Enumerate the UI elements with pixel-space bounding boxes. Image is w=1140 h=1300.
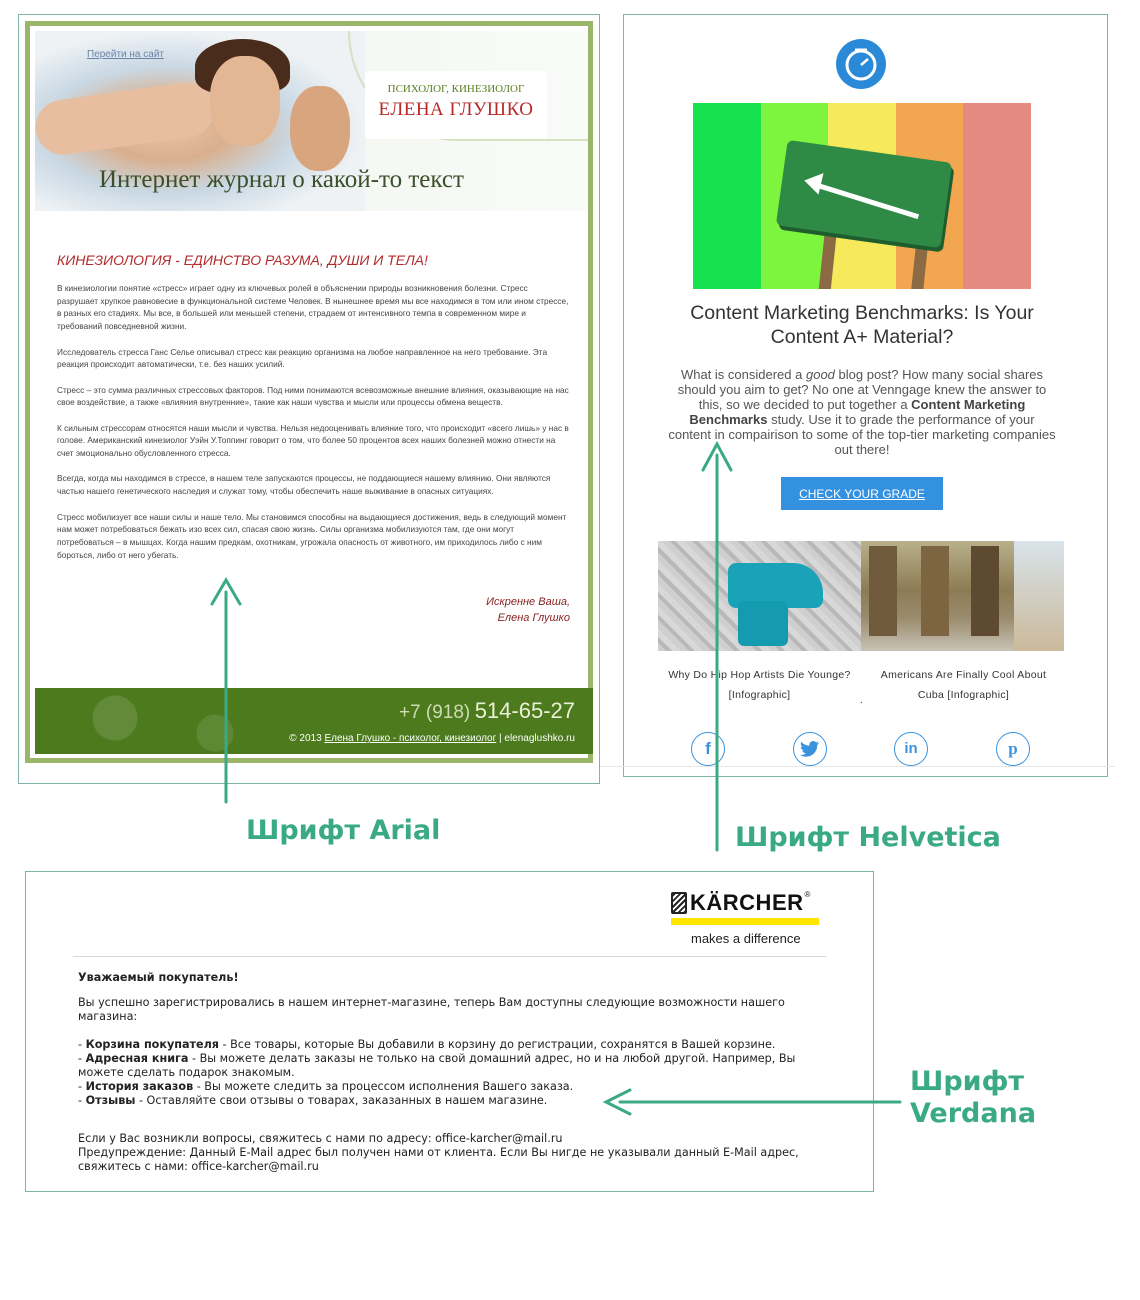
brand-name: KÄRCHER	[690, 890, 804, 915]
caption-line: Cuba [Infographic]	[917, 689, 1010, 701]
label-verdana-line2: Verdana	[910, 1098, 1037, 1129]
phone-prefix: +7 (918)	[398, 702, 471, 723]
paragraph: К сильным стрессорам относятся наши мысли и чувства. Нельзя недооценивать влияние того, что происходит «всего лишь» у нас в голове. Американский кинезиолог Уэйн У.Топпинг говорит о том, что более 50 процентов всех наших болезней можно отнести на счет эмоционально обусловленного стресса.	[57, 422, 569, 459]
registered-mark: ®	[804, 890, 811, 899]
name-subtitle: ПСИХОЛОГ, КИНЕЗИОЛОГ	[387, 83, 525, 95]
label-arial: Шрифт Arial	[246, 815, 441, 846]
signature-line: Искренне Ваша,	[486, 596, 570, 608]
desc-text: What is considered a	[680, 367, 806, 382]
feature-title: История заказов	[85, 1080, 194, 1093]
greeting: Уважаемый покупатель!	[78, 971, 239, 984]
feature-item: - Корзина покупателя - Все товары, которые Вы добавили в корзину до регистрации, сохранятся в Вашей корзине.	[78, 1038, 776, 1051]
paragraph: Исследователь стресса Ганс Селье описывал стресс как реакцию организма на любое направленное на него требование. Эта реакция происходит автоматически, т.е. без наших усилий.	[57, 346, 548, 370]
desc-emphasis: good	[805, 367, 835, 382]
article-heading: КИНЕЗИОЛОГИЯ - ЕДИНСТВО РАЗУМА, ДУШИ И ТЕЛА!	[57, 252, 428, 268]
label-helvetica: Шрифт Helvetica	[735, 822, 1001, 853]
feature-item: - Адресная книга - Вы можете делать заказы не только на свой домашний адрес, но и на любой другой. Например, Вы можете сделать подарок знакомым.	[78, 1052, 796, 1079]
caption-line: Why Do Hip Hop Artists Die Younge?	[668, 669, 851, 681]
pinterest-icon[interactable]: p	[996, 732, 1030, 766]
journal-title: Интернет журнал о какой-то текст	[99, 166, 464, 193]
desc-bold: Content Marketing Benchmarks	[689, 397, 1026, 427]
brand-tagline: makes a difference	[691, 931, 801, 946]
caption-line: [Infographic]	[728, 689, 791, 701]
copyright-suffix: | elenaglushko.ru	[496, 733, 575, 744]
paragraph: Стресс мобилизует все наши силы и наше тело. Мы становимся способны на выдающиеся достижения, ведь в следующий момент нам может потребоваться бежать изо всех сил, спасая свою жизнь. Силы организма мобилизуются там, где они могут потребоваться – в мышцах. Когда нашим предкам, охотникам, угрожала опасность от животного, им приходилось либо с ним бороться, либо от него убегать.	[57, 511, 567, 560]
feature-title: Корзина покупателя	[85, 1038, 219, 1051]
label-verdana	[910, 1066, 1036, 1130]
feature-text: - Все товары, которые Вы добавили в корзину до регистрации, сохранятся в Вашей корзине.	[218, 1038, 776, 1051]
copyright-link[interactable]: Елена Глушко - психолог, кинезиолог	[324, 733, 497, 744]
paragraph: Всегда, когда мы находимся в стрессе, в нашем теле запускаются процессы, не поддающиеся нашему влиянию. Они являются частью нашего генетического наследия и служат тому, чтобы обеспечить наше выживание в опасных ситуациях.	[57, 473, 551, 497]
copyright-prefix: © 2013	[289, 733, 325, 744]
caption-line: Americans Are Finally Cool About	[880, 669, 1047, 681]
paragraph: Стресс – это сумма различных стрессовых факторов. Под ними понимаются всевозможные внешние влияния, оказывающие на нас свое воздействие, а также «влияния внутренние», такие как наши чувства и мысли или процессы обмена веществ.	[57, 384, 569, 408]
linkedin-icon[interactable]: in	[894, 732, 928, 766]
caption-dot: .	[860, 695, 863, 706]
desc-text: study. Use it to grade the performance of your content in compairison to some of the top-tier marketing companies out there!	[668, 412, 1056, 457]
paragraph: В кинезиологии понятие «стресс» играет одну из ключевых ролей в объяснении природы возникновения болезни. Стресс разрушает хрупкое равновесие в функциональной системе Человек. В нынешнее время мы все находимся в том или ином стрессе, в разных его стадиях. Мы все, в большей или меньшей степени, страдаем от интенсивного темпа в современном мире и требований повседневной жизни.	[57, 283, 569, 332]
contact-text: Если у Вас возникли вопросы, свяжитесь с нами по адресу: office-karcher@mail.ru	[78, 1132, 563, 1145]
feature-title: Адресная книга	[85, 1052, 189, 1065]
goto-site-link[interactable]: Перейти на сайт	[87, 49, 164, 60]
intro-text: Вы успешно зарегистрировались в нашем интернет-магазине, теперь Вам доступны следующие возможности нашего магазина:	[78, 996, 785, 1023]
author-name: ЕЛЕНА ГЛУШКО	[378, 99, 534, 120]
facebook-icon[interactable]: f	[691, 732, 725, 766]
desc-text: blog post? How many social shares should you aim to get? No one at Venngage knew the answer to this, so we decided to put together a	[677, 367, 1047, 412]
signature-name: Елена Глушко	[497, 612, 570, 624]
feature-text: - Вы можете следить за процессом исполнения Вашего заказа.	[193, 1080, 574, 1093]
feature-text: - Вы можете делать заказы не только на свой домашний адрес, но и на любой другой. Например, Вы можете сделать подарок знакомым.	[78, 1052, 796, 1079]
feature-item: - История заказов - Вы можете следить за процессом исполнения Вашего заказа.	[78, 1080, 574, 1093]
phone-digits: 514-65-27	[474, 698, 575, 723]
feature-text: - Оставляйте свои отзывы о товарах, заказанных в нашем магазине.	[135, 1094, 548, 1107]
article-title: Content Marketing Benchmarks: Is Your Content A+ Material?	[690, 302, 1034, 348]
feature-title: Отзывы	[85, 1094, 136, 1107]
warning-text: Предупреждение: Данный E-Mail адрес был получен нами от клиента. Если Вы нигде не указывали данный E-Mail адрес, свяжитесь с нами: office-karcher@mail.ru	[78, 1146, 799, 1173]
feature-item: - Отзывы - Оставляйте свои отзывы о товарах, заказанных в нашем магазине.	[78, 1094, 548, 1107]
check-grade-button[interactable]: CHECK YOUR GRADE	[781, 477, 943, 510]
label-verdana-line1: Шрифт	[910, 1066, 1025, 1097]
